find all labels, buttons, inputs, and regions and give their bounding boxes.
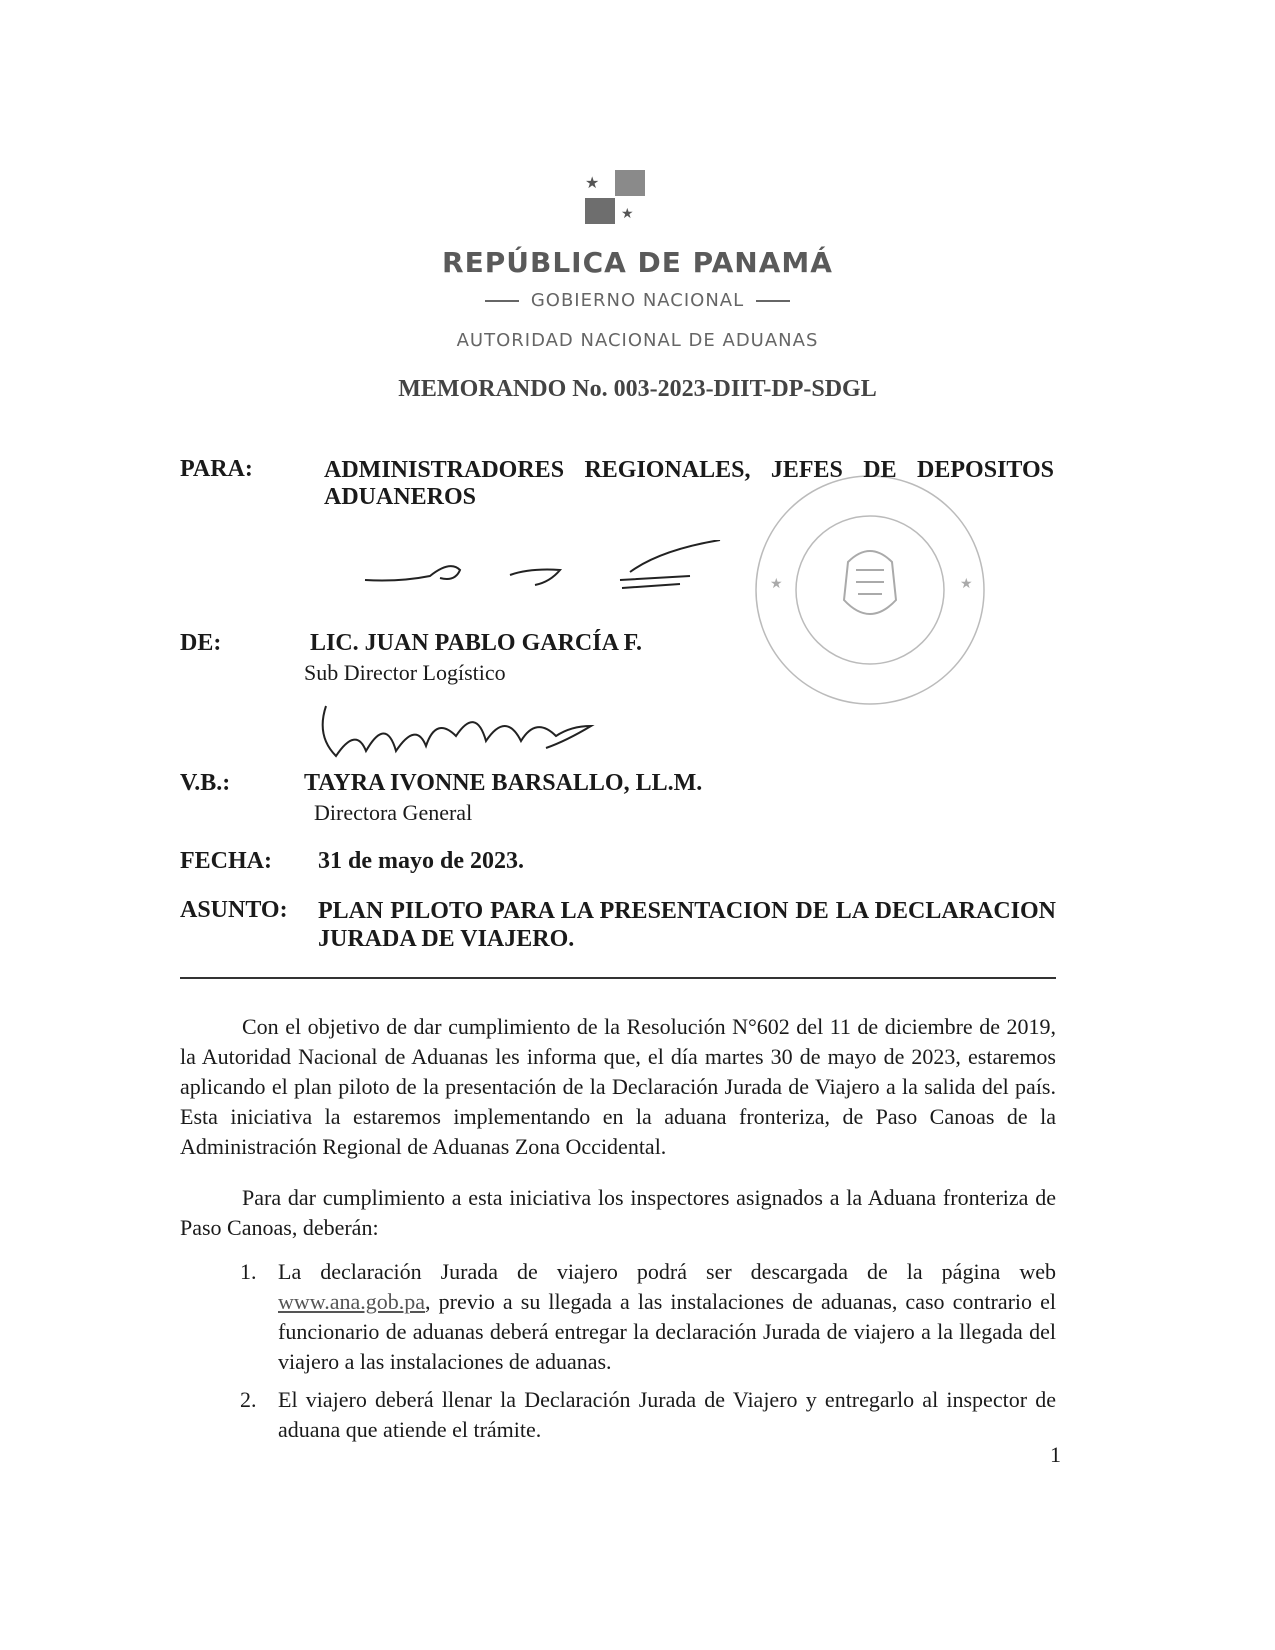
official-seal-stamp xyxy=(748,470,993,710)
svg-text:★: ★ xyxy=(770,577,783,592)
body-paragraph-1 xyxy=(180,1012,1056,1162)
de-label: DE: xyxy=(180,630,222,656)
vb-label: V.B.: xyxy=(180,770,231,796)
list-item xyxy=(240,1385,1056,1445)
memo-date: 31 de mayo de 2023. xyxy=(318,848,524,874)
asunto-label: ASUNTO: xyxy=(180,897,288,923)
approver-name: TAYRA IVONNE BARSALLO, LL.M. xyxy=(304,770,703,796)
list-item-number: 1. xyxy=(240,1259,257,1284)
para-label: PARA: xyxy=(180,456,253,482)
ana-website-link[interactable]: www.ana.gob.pa xyxy=(278,1289,426,1314)
subject-line-1: PLAN PILOTO PARA LA PRESENTACION DE LA DECLARACION xyxy=(318,898,1056,924)
para-recipients-cont: ADUANEROS xyxy=(324,484,477,510)
sender-title: Sub Director Logístico xyxy=(304,660,506,685)
agency-heading: AUTORIDAD NACIONAL DE ADUANAS xyxy=(456,330,819,351)
list-item xyxy=(240,1257,1056,1377)
fecha-label: FECHA: xyxy=(180,848,272,874)
list-item-text: La declaración Jurada de viajero podrá ser descargada de la página web www.ana.gob.pa, previo a su llegada a las instalaciones de aduanas, caso contrario el funcionario de aduanas deberá entregar la declaración Jurada de viajero a la llegada del viajero a las instalaciones de aduanas. xyxy=(278,1259,1056,1374)
body-paragraph-2 xyxy=(180,1183,1056,1243)
svg-text:★: ★ xyxy=(960,577,973,592)
approver-title: Directora General xyxy=(314,800,473,825)
para-recipients: ADMINISTRADORES REGIONALES, JEFES DE DEPOSITOS xyxy=(324,457,1054,483)
svg-text:★: ★ xyxy=(621,206,634,222)
government-heading: GOBIERNO NACIONAL xyxy=(0,290,1275,311)
page-number: 1 xyxy=(1050,1442,1061,1467)
paragraph-text: Para dar cumplimiento a esta iniciativa los inspectores asignados a la Aduana fronteriza de Paso Canoas, deberán: xyxy=(180,1185,1056,1240)
signature-garcia xyxy=(360,540,740,610)
paragraph-text: Con el objetivo de dar cumplimiento de la Resolución N°602 del 11 de diciembre de 2019, la Autoridad Nacional de Aduanas les informa que, el día martes 30 de mayo de 2023, estaremos aplicando el plan piloto de la presentación de la Declaración Jurada de Viajero a la salida del país. Esta iniciativa la estaremos implementando en la aduana fronteriza, de Paso Canoas de la Administración Regional de Aduanas Zona Occidental. xyxy=(180,1014,1056,1159)
list-item-text: El viajero deberá llenar la Declaración Jurada de Viajero y entregarlo al inspector de aduana que atiende el trámite. xyxy=(278,1387,1056,1442)
signature-barsallo xyxy=(306,696,606,776)
panama-flag-logo xyxy=(585,166,675,232)
list-item-number: 2. xyxy=(240,1387,257,1412)
memo-number: MEMORANDO No. 003-2023-DIIT-DP-SDGL xyxy=(398,376,877,402)
country-heading: REPÚBLICA DE PANAMÁ xyxy=(442,246,833,279)
sender-name: LIC. JUAN PABLO GARCÍA F. xyxy=(310,630,643,656)
header-divider xyxy=(180,977,1056,979)
svg-text:★: ★ xyxy=(585,173,600,192)
memo-subject xyxy=(318,897,1056,953)
subject-line-2: JURADA DE VIAJERO. xyxy=(318,926,575,952)
